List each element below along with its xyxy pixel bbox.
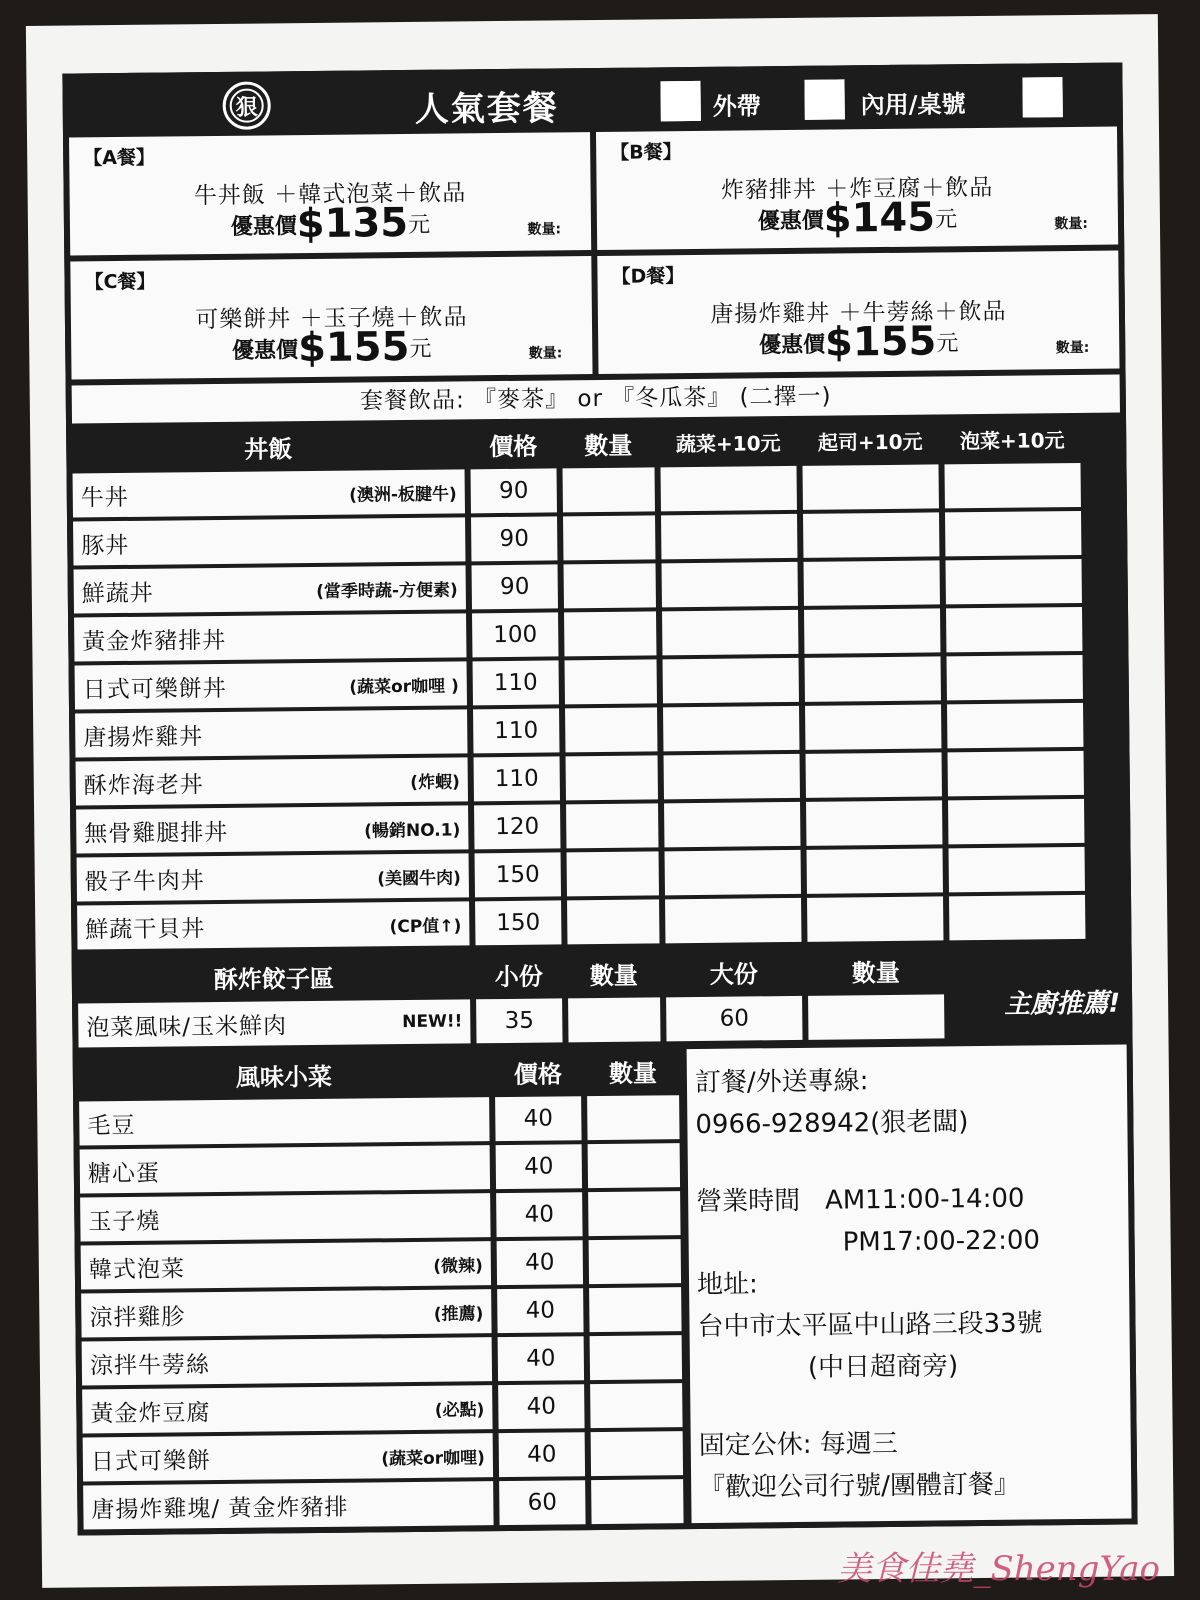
dinein-checkbox[interactable] — [804, 79, 844, 119]
table-number-box[interactable] — [1022, 77, 1062, 117]
side-name-cell — [80, 1193, 490, 1241]
bowl-qty-field[interactable] — [563, 515, 655, 560]
combo-code: 【A餐】 — [83, 146, 156, 170]
header-small: 小份 — [494, 962, 543, 991]
form-header — [64, 65, 1121, 138]
bowl-veg-addon-field[interactable] — [663, 658, 799, 703]
combo-qty-field[interactable]: 數量: — [1054, 215, 1089, 233]
side-name: 涼拌牛蒡絲 — [89, 1351, 211, 1379]
hours-label: 營業時間 — [696, 1186, 801, 1218]
bowl-row — [72, 750, 1128, 805]
bowl-qty-field[interactable] — [565, 659, 657, 704]
combo-code: 【B餐】 — [610, 141, 682, 164]
header-large: 大份 — [709, 959, 758, 989]
bowl-qty-field[interactable] — [563, 467, 655, 512]
bowl-row — [73, 894, 1129, 949]
bowl-qty-field[interactable] — [565, 707, 657, 752]
header-small-qty: 數量 — [589, 961, 638, 990]
bowl-kimchi-addon-field[interactable] — [945, 511, 1081, 556]
bowl-price: 150 — [475, 900, 561, 945]
bowl-row — [71, 702, 1127, 757]
side-name-cell — [81, 1289, 491, 1337]
bowl-row — [72, 798, 1128, 853]
combo-description: 可樂餅丼 ＋玉子燒＋飲品 — [195, 304, 468, 334]
bowl-name-cell — [77, 853, 469, 901]
bowl-name-cell — [77, 901, 469, 949]
side-name-cell — [82, 1385, 492, 1433]
bowl-note: (CP值↑) — [389, 915, 462, 937]
bowl-kimchi-addon-field[interactable] — [947, 703, 1083, 748]
bowl-cheese-addon-field[interactable] — [806, 752, 942, 797]
side-row — [78, 1383, 690, 1433]
side-name-cell — [82, 1337, 492, 1385]
dinein-label: 內用/桌號 — [860, 90, 966, 120]
side-price: 40 — [498, 1336, 584, 1381]
bowl-cheese-addon-field[interactable] — [807, 896, 943, 941]
side-name: 涼拌雞胗 — [89, 1303, 186, 1331]
bowl-price: 120 — [474, 804, 560, 849]
dumpling-new-badge: NEW!! — [402, 1011, 463, 1033]
dumpling-name: 泡菜風味/玉米鮮肉 — [86, 1012, 288, 1041]
bowl-note: (暢銷NO.1) — [364, 819, 461, 841]
combo-card — [70, 256, 592, 379]
bowl-qty-field[interactable] — [564, 611, 656, 656]
address: 台中市太平區中山路三段33號 — [697, 1308, 1043, 1342]
hours-pm: PM17:00-22:00 — [842, 1225, 1041, 1258]
bowl-qty-field[interactable] — [567, 899, 659, 944]
side-name: 韓式泡菜 — [88, 1255, 186, 1283]
combo-qty-field[interactable]: 數量: — [1055, 339, 1090, 357]
combo-code: 【C餐】 — [84, 270, 156, 294]
combo-price-row — [70, 198, 591, 249]
bowl-row — [73, 846, 1129, 901]
bowl-veg-addon-field[interactable] — [661, 514, 797, 559]
combo-price: $155 — [297, 323, 410, 372]
bowl-qty-field[interactable] — [566, 803, 658, 848]
side-qty-field[interactable] — [589, 1239, 681, 1284]
side-qty-field[interactable] — [590, 1383, 682, 1428]
bowl-price: 110 — [474, 756, 560, 801]
side-qty-field[interactable] — [591, 1431, 683, 1476]
side-name-cell — [81, 1241, 491, 1289]
bowl-cheese-addon-field[interactable] — [806, 800, 942, 845]
chef-recommend-badge: 主廚推薦! — [1004, 988, 1121, 1020]
combo-price-unit: 元 — [407, 212, 431, 238]
side-note: (微辣) — [433, 1255, 483, 1277]
combo-price-row — [597, 193, 1118, 244]
bowl-price: 110 — [473, 708, 559, 753]
bowl-qty-field[interactable] — [566, 755, 658, 800]
side-qty-field[interactable] — [590, 1335, 682, 1380]
bowl-kimchi-addon-field[interactable] — [947, 655, 1083, 700]
bowl-kimchi-addon-field[interactable] — [948, 751, 1084, 796]
bowl-kimchi-addon-field[interactable] — [948, 799, 1084, 844]
bowl-note: (美國牛肉) — [377, 867, 461, 889]
combo-card — [596, 127, 1118, 250]
header-kimchi-addon: 泡菜+10元 — [959, 427, 1065, 453]
bowl-price: 90 — [471, 468, 557, 513]
bowl-note: (炸蝦) — [410, 771, 460, 793]
business-hours — [696, 1178, 1120, 1224]
side-row — [79, 1479, 691, 1529]
side-name: 糖心蛋 — [87, 1160, 161, 1187]
bowl-price: 100 — [472, 612, 558, 657]
dumpling-section — [74, 942, 1131, 1047]
header-dumplings: 酥炸餃子區 — [213, 964, 334, 994]
sides-header — [75, 1045, 687, 1101]
side-qty-field[interactable] — [588, 1191, 680, 1236]
bowl-name: 酥炸海老丼 — [83, 771, 204, 799]
combo-price-unit: 元 — [936, 331, 959, 357]
bowl-veg-addon-field[interactable] — [662, 610, 798, 655]
side-name-cell — [83, 1433, 493, 1481]
bowl-name: 鮮蔬丼 — [81, 580, 154, 607]
bowl-name: 無骨雞腿排丼 — [84, 819, 229, 847]
side-qty-field[interactable] — [587, 1095, 679, 1140]
group-order-welcome: 『歡迎公司行號/團體訂餐』 — [699, 1469, 1021, 1503]
side-note: (蔬菜or咖哩) — [381, 1447, 485, 1469]
side-name: 玉子燒 — [88, 1208, 161, 1235]
side-price: 40 — [498, 1384, 584, 1429]
takeout-checkbox[interactable] — [660, 81, 700, 121]
bowl-qty-field[interactable] — [567, 851, 659, 896]
side-note: (推薦) — [433, 1303, 484, 1325]
bowl-cheese-addon-field[interactable] — [805, 656, 941, 701]
bowl-price: 110 — [473, 660, 559, 705]
combo-price: $155 — [824, 318, 937, 366]
bowl-veg-addon-field[interactable] — [662, 562, 798, 607]
bowl-kimchi-addon-field[interactable] — [949, 895, 1085, 940]
side-name: 唐揚炸雞塊/ 黃金炸豬排 — [91, 1494, 349, 1523]
hours-am: AM11:00-14:00 — [824, 1183, 1025, 1216]
bowl-kimchi-addon-field[interactable] — [949, 847, 1085, 892]
combo-card — [69, 132, 591, 255]
bowl-name-cell — [73, 469, 465, 517]
bowl-row — [70, 606, 1126, 661]
side-price: 40 — [497, 1288, 583, 1333]
combo-description: 唐揚炸雞丼 ＋牛蒡絲＋飲品 — [710, 298, 1007, 328]
side-row — [78, 1335, 690, 1385]
side-qty-field[interactable] — [588, 1143, 680, 1188]
combo-price: $145 — [823, 194, 936, 242]
side-note: (必點) — [434, 1399, 485, 1421]
side-name-cell — [79, 1097, 489, 1145]
combo-price-unit: 元 — [409, 336, 432, 362]
bowl-veg-addon-field[interactable] — [664, 754, 800, 799]
bowl-row — [69, 510, 1125, 565]
dumpling-large-qty-field[interactable] — [808, 994, 944, 1039]
dumpling-small-price: 35 — [476, 998, 562, 1043]
bowl-veg-addon-field[interactable] — [665, 898, 801, 943]
bowl-name: 日式可樂餅丼 — [82, 675, 227, 703]
side-row — [79, 1431, 691, 1481]
bowl-cheese-addon-field[interactable] — [804, 608, 940, 653]
header-price: 價格 — [489, 432, 538, 461]
order-hotline-label: 訂餐/外送專線: — [694, 1066, 869, 1099]
bowl-name: 黃金炸豬排丼 — [82, 627, 227, 655]
bowl-name-cell — [74, 565, 466, 613]
side-price: 40 — [495, 1096, 581, 1141]
bowl-qty-field[interactable] — [564, 563, 656, 608]
dumpling-name-cell — [78, 999, 470, 1047]
combo-drink-note: 套餐飲品: 『麥茶』 or 『冬瓜茶』 (二擇一) — [72, 375, 1120, 424]
bowl-name: 鮮蔬干貝丼 — [85, 915, 206, 943]
combo-price-label: 優惠價 — [757, 208, 824, 235]
bowl-name: 牛丼 — [80, 484, 129, 511]
closed-day: 固定公休: 每週三 — [698, 1429, 898, 1462]
combo-price-label: 優惠價 — [758, 332, 826, 359]
side-price: 40 — [496, 1144, 582, 1189]
bowl-name-cell — [76, 805, 468, 853]
bowl-veg-addon-field[interactable] — [664, 802, 800, 847]
bowl-name-cell — [75, 661, 467, 709]
side-price: 40 — [496, 1192, 582, 1237]
dumpling-large-price: 60 — [666, 996, 802, 1041]
page-title: 人氣套餐 — [414, 88, 559, 130]
bowl-row — [70, 558, 1126, 613]
dumpling-small-qty-field[interactable] — [568, 997, 660, 1042]
menu-sheet — [26, 14, 1174, 1588]
header-large-qty: 數量 — [851, 958, 900, 987]
bowl-cheese-addon-field[interactable] — [805, 704, 941, 749]
header-bowls: 丼飯 — [244, 434, 293, 464]
bowl-cheese-addon-field[interactable] — [807, 848, 943, 893]
order-form — [62, 62, 1137, 1535]
combo-price-label: 優惠價 — [230, 214, 297, 240]
watermark: 美食佳堯_ShengYao — [837, 1549, 1160, 1589]
bowl-veg-addon-field[interactable] — [661, 466, 797, 511]
bowl-cheese-addon-field[interactable] — [804, 560, 940, 605]
bowl-veg-addon-field[interactable] — [665, 850, 801, 895]
bowls-list — [69, 462, 1130, 949]
side-name: 黃金炸豆腐 — [90, 1399, 211, 1427]
header-sides-qty: 數量 — [608, 1058, 657, 1088]
store-info-panel — [687, 1044, 1132, 1523]
combo-price-unit: 元 — [934, 207, 958, 233]
bowl-veg-addon-field[interactable] — [663, 706, 799, 751]
sides-section — [75, 1045, 692, 1534]
bowl-name: 骰子牛肉丼 — [84, 867, 205, 895]
bowl-name-cell — [75, 709, 467, 757]
side-qty-field[interactable] — [591, 1479, 683, 1524]
combo-price-row — [598, 317, 1119, 368]
combo-price-row — [71, 322, 592, 373]
bowl-price: 150 — [475, 852, 561, 897]
combo-description: 牛丼飯 ＋韓式泡菜＋飲品 — [193, 180, 467, 210]
side-price: 40 — [497, 1240, 583, 1285]
bowl-price: 90 — [471, 516, 557, 561]
side-name: 日式可樂餅 — [90, 1447, 212, 1475]
bowl-note: (當季時蔬-方便素) — [316, 579, 458, 602]
header-sides-price: 價格 — [513, 1059, 563, 1089]
bowl-name-cell — [73, 517, 465, 565]
header-sides: 風味小菜 — [235, 1062, 333, 1092]
bowl-cheese-addon-field[interactable] — [803, 464, 939, 509]
side-row — [77, 1239, 689, 1289]
combo-qty-field[interactable]: 數量: — [528, 345, 563, 362]
combo-description: 炸豬排丼 ＋炸豆腐＋飲品 — [720, 174, 994, 204]
brand-logo: 狠 — [222, 81, 271, 130]
combo-qty-field[interactable]: 數量: — [527, 221, 562, 238]
side-row — [76, 1143, 688, 1193]
side-row — [77, 1287, 689, 1337]
combo-card — [597, 251, 1119, 374]
bowl-note: (澳洲-板腱牛) — [349, 483, 457, 506]
bowl-name: 唐揚炸雞丼 — [83, 723, 204, 751]
bowl-note: (蔬菜or咖哩 ) — [349, 675, 459, 698]
side-qty-field[interactable] — [589, 1287, 681, 1332]
side-price: 60 — [499, 1480, 585, 1525]
header-qty: 數量 — [584, 431, 633, 460]
bowl-kimchi-addon-field[interactable] — [945, 559, 1081, 604]
side-name: 毛豆 — [87, 1112, 136, 1139]
bowl-price: 90 — [472, 564, 558, 609]
address-label: 地址: — [696, 1269, 758, 1301]
address-note: (中日超商旁) — [807, 1350, 959, 1383]
combo-grid — [65, 127, 1123, 380]
combo-price-label: 優惠價 — [231, 338, 299, 364]
takeout-label: 外帶 — [712, 92, 761, 121]
bowl-name-cell — [74, 613, 466, 661]
bowl-name: 豚丼 — [81, 532, 130, 559]
bowls-section — [68, 412, 1129, 949]
bowl-row — [71, 654, 1127, 709]
side-row — [76, 1191, 688, 1241]
combo-code: 【D餐】 — [611, 265, 685, 288]
bottom-section — [75, 1040, 1136, 1533]
bowl-cheese-addon-field[interactable] — [803, 512, 939, 557]
side-price: 40 — [499, 1432, 585, 1477]
sides-list — [75, 1095, 691, 1529]
header-cheese-addon: 起司+10元 — [817, 429, 923, 455]
bowl-name-cell — [76, 757, 468, 805]
phone-number[interactable]: 0966-928942(狠老闆) — [695, 1106, 969, 1140]
bowl-kimchi-addon-field[interactable] — [944, 463, 1080, 508]
side-name-cell — [80, 1145, 490, 1193]
bowl-kimchi-addon-field[interactable] — [946, 607, 1082, 652]
combo-price: $135 — [296, 199, 409, 248]
side-row — [75, 1095, 687, 1145]
side-name-cell — [83, 1481, 493, 1529]
header-veg-addon: 蔬菜+10元 — [675, 430, 781, 456]
